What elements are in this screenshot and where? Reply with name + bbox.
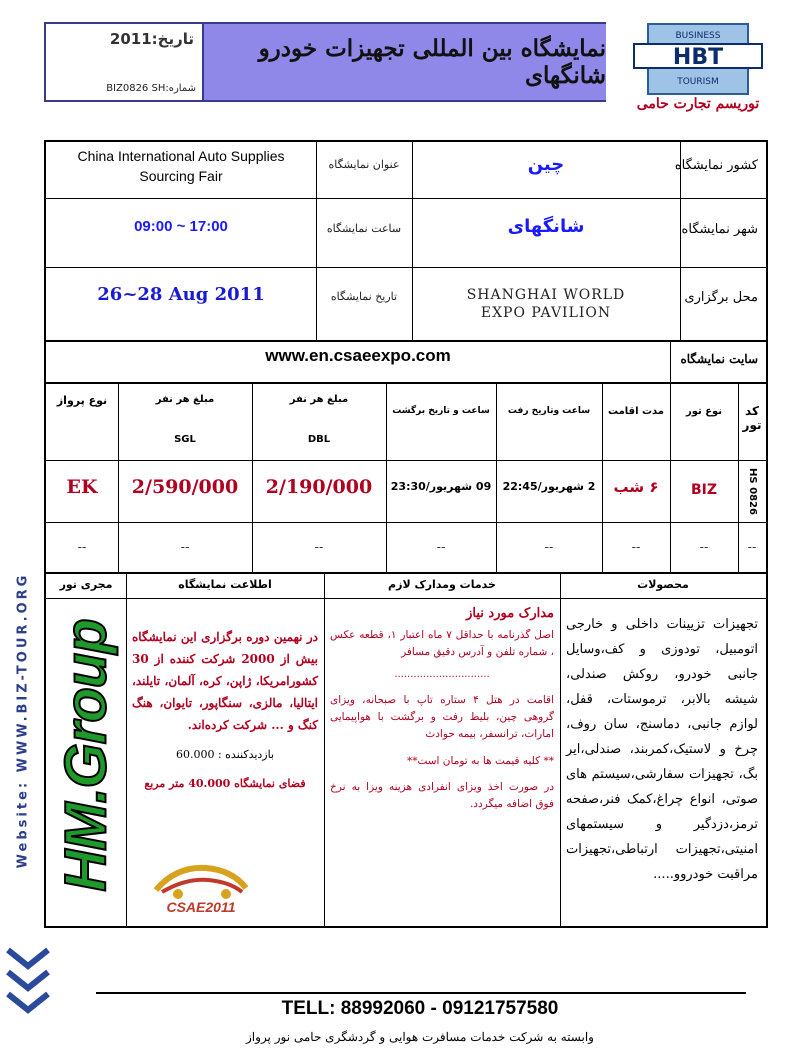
th-dbl-price: مبلغ هر نفر — [289, 394, 349, 405]
th-departure: ساعت وتاریخ رفت — [507, 406, 591, 416]
services-title: مدارک مورد نیاز — [466, 606, 554, 621]
divider — [126, 572, 127, 926]
td2-tour-type: -- — [699, 540, 709, 554]
page-title-banner — [204, 22, 606, 102]
divider — [46, 382, 766, 384]
td-tour-code — [738, 462, 766, 520]
th-tour-code: کد تور — [742, 404, 762, 432]
exhibition-date-value: 26~28 Aug 2011 — [97, 284, 265, 305]
services-separator: .............................. — [394, 669, 490, 680]
company-logo — [628, 22, 768, 114]
td2-return: -- — [436, 540, 446, 554]
divider — [316, 142, 317, 340]
chevron-down-icon — [4, 944, 52, 1024]
th-stay: مدت اقامت — [607, 406, 664, 417]
exhibition-title-value — [46, 146, 316, 186]
exhibition-time-label: ساعت نمایشگاه — [326, 222, 402, 235]
exhibition-info-block — [132, 626, 318, 790]
th-operator: مجری تور — [59, 578, 113, 591]
divider — [46, 340, 766, 342]
th-flight: نوع پرواز — [56, 394, 108, 407]
side-website — [8, 540, 38, 900]
th-sgl-price: مبلغ هر نفر — [155, 394, 215, 405]
th-dbl-sub: DBL — [307, 434, 331, 445]
services-included: اقامت در هتل ۴ ستاره تاپ با صبحانه، ویزای گروهی چین، بلیط رفت و برگشت با هواپیمایی امارات، ترانسفر، بیمه حوادث — [330, 694, 554, 740]
th-exhibition-info: اطلاعت نمایشگاه — [178, 578, 272, 591]
divider — [46, 267, 766, 268]
th-tour-type: نوع تور — [685, 406, 723, 417]
logo-bottom-text: TOURISM — [677, 77, 719, 87]
services-currency-note: ** کلیه قیمت ها به تومان است** — [406, 755, 554, 767]
divider — [46, 522, 766, 523]
divider — [670, 340, 671, 382]
logo-mid-text: HBT — [672, 45, 724, 70]
td-dbl-price: 2/190/000 — [265, 476, 373, 498]
logo-top-text: BUSINESS — [675, 31, 721, 41]
venue-value — [426, 286, 666, 322]
website-value: www.en.csaeexpo.com — [265, 346, 451, 365]
city-label: شهر نمایشگاه — [681, 222, 758, 237]
affiliation-text: وابسته به شرکت خدمات مسافرت هوایی و گردشگری حامی نور پرواز — [246, 1030, 594, 1044]
products-text: تجهیزات تزیینات داخلی و خارجی اتومبیل، تودوزی و کف،وسایل جانبی خودرو، روکش صندلی، شیشه بالابر، ترموستات، قفل، لوازم جانبی، دماسنج، سان روف، چرخ و لاستیک،کمربند، صندلی،ایر بگ، تجهیزات سفارشی،سیستم های صوتی، انواع چراغ،کمک فنر،صفحه ترمز،دزدگیر و سیستمهای امنیتی،تجهیزات ارتباطی،تجهیزات مراقبت خودروو..... — [566, 617, 758, 882]
exhibition-info-text: در نهمین دوره برگزاری این نمایشگاه بیش از 2000 شرکت کننده از 30 کشورامریکا، ژاپن، کره، آلمان، تایلند، ایتالیا، مالزی، سنگاپور، تایوان، هنگ کنگ و ... شرکت کرده‌اند. — [132, 630, 318, 732]
td-departure: 2 شهریور/22:45 — [502, 480, 596, 493]
visitors-count: بازدیدکننده : 60.000 — [175, 748, 275, 761]
info-frame — [44, 140, 768, 928]
venue-label: محل برگزاری — [684, 290, 758, 305]
td-return: 09 شهریور/23:30 — [390, 480, 492, 493]
phone-numbers: TELL: 88992060 - 09121757580 — [281, 998, 559, 1019]
page-title: نمایشگاه بین المللی تجهیزات خودرو شانگهای — [258, 35, 606, 89]
venue-line2: EXPO PAVILION — [480, 305, 612, 321]
td-tour-type: BIZ — [690, 482, 718, 498]
event-logo-text: CSAE2011 — [166, 899, 236, 915]
td-flight: EK — [66, 476, 98, 498]
footer-divider — [96, 992, 746, 994]
divider — [46, 460, 766, 461]
city-value: شانگهای — [507, 216, 585, 237]
operator-logo-text: HM.Group — [53, 618, 119, 892]
td-stay: ۶ شب — [613, 478, 659, 496]
td2-dbl: -- — [314, 540, 324, 554]
country-value: چین — [527, 154, 565, 175]
td2-sgl: -- — [180, 540, 190, 554]
hbt-logo-icon — [628, 22, 768, 114]
th-return: ساعت و تاریخ برگشت — [392, 406, 490, 416]
csae-logo — [146, 852, 256, 918]
header-date: تاریخ:2011 — [109, 30, 194, 48]
exhibition-title-line1: China International Auto Supplies — [77, 148, 285, 164]
header-info-box — [44, 22, 204, 102]
services-block — [330, 606, 554, 813]
operator-logo — [48, 600, 124, 910]
divider — [324, 572, 325, 926]
divider — [560, 572, 561, 926]
exhibition-date-label: تاریخ نمایشگاه — [330, 290, 398, 303]
td2-stay: -- — [631, 540, 641, 554]
tour-code-text: HS 0826 — [746, 467, 758, 515]
header-code: شماره:BIZ0826 SH — [106, 83, 196, 94]
company-name: توریسم تجارت حامی — [636, 96, 760, 112]
td2-departure: -- — [544, 540, 554, 554]
td-sgl-price: 2/590/000 — [131, 476, 239, 498]
car-logo-icon — [146, 852, 256, 918]
th-products: محصولات — [637, 578, 689, 591]
venue-line1: SHANGHAI WORLD — [466, 287, 626, 303]
exhibition-title-line2: Sourcing Fair — [139, 168, 223, 184]
td2-flight: -- — [77, 540, 87, 554]
divider — [46, 198, 766, 199]
chevron-decoration — [4, 944, 52, 1024]
website-label: سایت نمایشگاه — [680, 352, 758, 366]
th-services: خدمات ومدارک لازم — [388, 578, 496, 591]
th-sgl-sub: SGL — [174, 434, 196, 445]
exhibition-time-value: 09:00 ~ 17:00 — [134, 218, 228, 235]
side-website-text: Website: WWW.BIZ-TOUR.ORG — [15, 572, 31, 868]
divider — [46, 598, 766, 599]
services-visa-note: در صورت اخذ ویزای انفرادی هزینه ویزا به نرخ فوق اضافه میگردد. — [330, 781, 554, 810]
exhibition-area: فضای نمایشگاه 40.000 متر مربع — [144, 777, 306, 790]
td2-tour-code: -- — [747, 540, 757, 554]
exhibition-title-label: عنوان نمایشگاه — [328, 158, 400, 171]
services-docs: اصل گذرنامه با حداقل ۷ ماه اعتبار ۱، قطعه عکس ، شماره تلفن و آدرس دقیق مسافر — [330, 629, 554, 658]
divider — [46, 572, 766, 574]
country-label: کشور نمایشگاه — [674, 158, 758, 173]
